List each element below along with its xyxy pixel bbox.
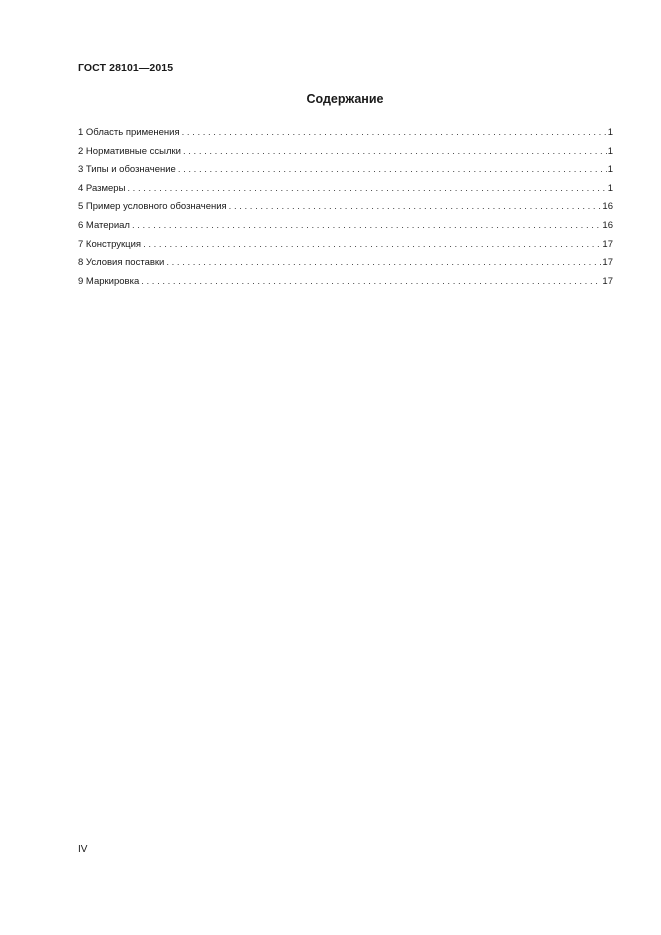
- toc-item[interactable]: [78, 143, 613, 162]
- toc-dot-leader: [183, 143, 607, 162]
- toc-item-page: 1: [607, 127, 613, 138]
- toc-dot-leader: [166, 254, 601, 273]
- toc-dot-leader: [132, 217, 601, 236]
- toc-item[interactable]: [78, 254, 613, 273]
- toc-item-label: 1 Область применения: [78, 127, 180, 138]
- toc-item-page: 16: [602, 201, 613, 213]
- toc-item-label: 3 Типы и обозначение: [78, 164, 176, 176]
- toc-item-page: 16: [602, 219, 613, 231]
- toc-item-page: 17: [602, 238, 613, 250]
- toc-dot-leader: [182, 124, 607, 143]
- toc-item[interactable]: [78, 161, 613, 180]
- toc-item-label: 6 Материал: [78, 219, 130, 231]
- page-number: IV: [78, 844, 88, 855]
- document-standard-header: ГОСТ 28101—2015: [78, 62, 174, 74]
- toc-title: Содержание: [306, 92, 384, 106]
- toc-item-label: 9 Маркировка: [78, 275, 140, 287]
- toc-dot-leader: [143, 236, 601, 255]
- toc-item-label: 4 Размеры: [78, 182, 126, 194]
- toc-dot-leader: [141, 273, 601, 292]
- toc-item[interactable]: [78, 217, 613, 236]
- toc-item-label: 5 Пример условного обозначения: [78, 201, 227, 213]
- toc-item-label: 2 Нормативные ссылки: [78, 145, 181, 157]
- toc-item[interactable]: [78, 273, 613, 292]
- toc-item[interactable]: [78, 180, 613, 199]
- toc-item-page: 17: [602, 257, 613, 269]
- toc-item-label: 8 Условия поставки: [78, 257, 165, 269]
- toc-item[interactable]: [78, 236, 613, 255]
- toc-dot-leader: [127, 180, 606, 199]
- toc-item-page: 1: [607, 182, 613, 194]
- toc-item-label: 7 Конструкция: [78, 238, 142, 250]
- toc-item-page: 1: [607, 145, 613, 157]
- toc-item-page: 1: [607, 164, 613, 176]
- toc-item-page: 17: [602, 275, 613, 287]
- toc-dot-leader: [229, 198, 602, 217]
- toc-item[interactable]: [78, 124, 613, 143]
- toc-item[interactable]: [78, 198, 613, 217]
- table-of-contents: [78, 124, 613, 291]
- toc-dot-leader: [178, 161, 607, 180]
